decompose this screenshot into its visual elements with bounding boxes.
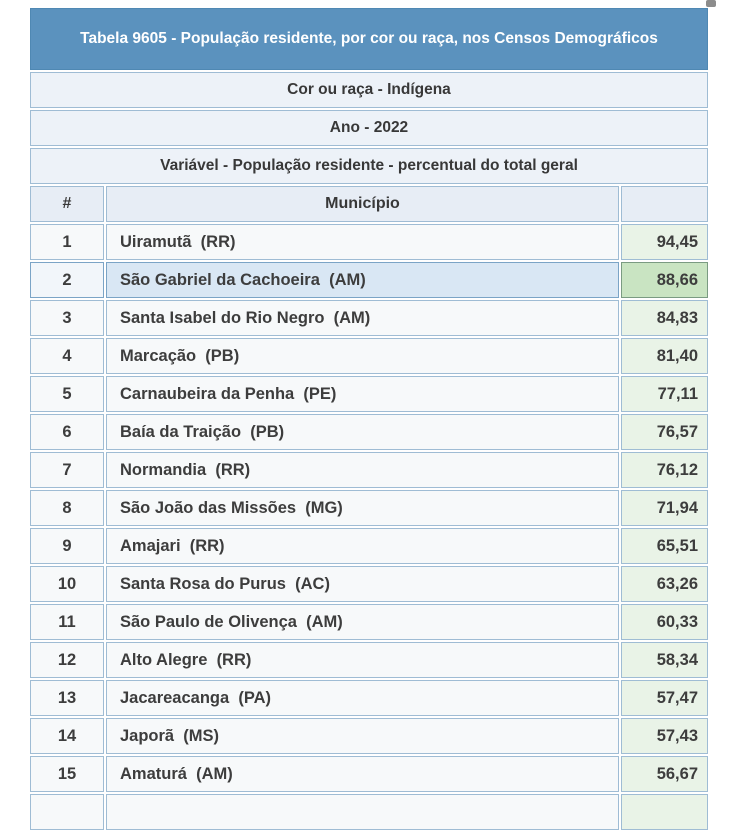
column-header-municipio: Município: [106, 186, 619, 222]
row-value: 71,94: [621, 490, 708, 526]
row-rank: 7: [30, 452, 104, 488]
table-row[interactable]: [30, 756, 708, 792]
table-row[interactable]: [30, 528, 708, 564]
table-row[interactable]: [30, 604, 708, 640]
row-municipio: Alto Alegre (RR): [106, 642, 619, 678]
table-title: Tabela 9605 - População residente, por cor ou raça, nos Censos Demográficos: [30, 8, 708, 70]
row-rank: 1: [30, 224, 104, 260]
row-rank: 10: [30, 566, 104, 602]
table-row[interactable]: [30, 414, 708, 450]
table-row-partial: [30, 794, 708, 830]
filter-row-cor-raca: [30, 72, 708, 108]
row-value: 63,26: [621, 566, 708, 602]
row-rank: 5: [30, 376, 104, 412]
row-rank: 11: [30, 604, 104, 640]
filter-row-variavel: [30, 148, 708, 184]
table-row[interactable]: [30, 300, 708, 336]
table-row[interactable]: [30, 718, 708, 754]
filter-variavel-label: Variável - População residente - percentual do total geral: [30, 148, 708, 184]
table-row[interactable]: [30, 642, 708, 678]
results-table: [28, 6, 710, 832]
row-rank: 4: [30, 338, 104, 374]
row-value: 56,67: [621, 756, 708, 792]
row-value: 94,45: [621, 224, 708, 260]
row-rank: 2: [30, 262, 104, 298]
row-municipio: Uiramutã (RR): [106, 224, 619, 260]
row-municipio: Japorã (MS): [106, 718, 619, 754]
row-value: 76,12: [621, 452, 708, 488]
column-header-rank: #: [30, 186, 104, 222]
row-value: 76,57: [621, 414, 708, 450]
table-row[interactable]: [30, 376, 708, 412]
row-municipio: Amaturá (AM): [106, 756, 619, 792]
row-value: 81,40: [621, 338, 708, 374]
table-row[interactable]: [30, 680, 708, 716]
filter-cor-raca-label: Cor ou raça - Indígena: [30, 72, 708, 108]
row-rank: 9: [30, 528, 104, 564]
row-municipio: Amajari (RR): [106, 528, 619, 564]
row-value: 57,43: [621, 718, 708, 754]
row-municipio: Normandia (RR): [106, 452, 619, 488]
row-rank: 6: [30, 414, 104, 450]
row-municipio: São João das Missões (MG): [106, 490, 619, 526]
scrollbar-thumb[interactable]: [706, 0, 716, 7]
table-row[interactable]: [30, 452, 708, 488]
column-header-value: [621, 186, 708, 222]
row-municipio: São Paulo de Olivença (AM): [106, 604, 619, 640]
table-body: [30, 8, 708, 830]
table-row[interactable]: [30, 338, 708, 374]
row-value: 60,33: [621, 604, 708, 640]
row-value: 84,83: [621, 300, 708, 336]
row-value: 65,51: [621, 528, 708, 564]
row-rank: 12: [30, 642, 104, 678]
row-municipio: Santa Rosa do Purus (AC): [106, 566, 619, 602]
row-rank: 15: [30, 756, 104, 792]
row-municipio: Carnaubeira da Penha (PE): [106, 376, 619, 412]
filter-row-ano: [30, 110, 708, 146]
row-rank: 14: [30, 718, 104, 754]
table-row[interactable]: [30, 490, 708, 526]
column-header-row: [30, 186, 708, 222]
row-rank: 8: [30, 490, 104, 526]
results-table-container: [28, 6, 710, 832]
table-row[interactable]: [30, 262, 708, 298]
row-municipio: Baía da Traição (PB): [106, 414, 619, 450]
row-value: 58,34: [621, 642, 708, 678]
row-municipio: Marcação (PB): [106, 338, 619, 374]
table-title-row: [30, 8, 708, 70]
row-value: 57,47: [621, 680, 708, 716]
filter-ano-label: Ano - 2022: [30, 110, 708, 146]
table-row[interactable]: [30, 224, 708, 260]
row-value: 77,11: [621, 376, 708, 412]
row-municipio: Santa Isabel do Rio Negro (AM): [106, 300, 619, 336]
row-rank: 3: [30, 300, 104, 336]
row-municipio: São Gabriel da Cachoeira (AM): [106, 262, 619, 298]
row-municipio: Jacareacanga (PA): [106, 680, 619, 716]
table-row[interactable]: [30, 566, 708, 602]
row-value: 88,66: [621, 262, 708, 298]
row-rank: 13: [30, 680, 104, 716]
